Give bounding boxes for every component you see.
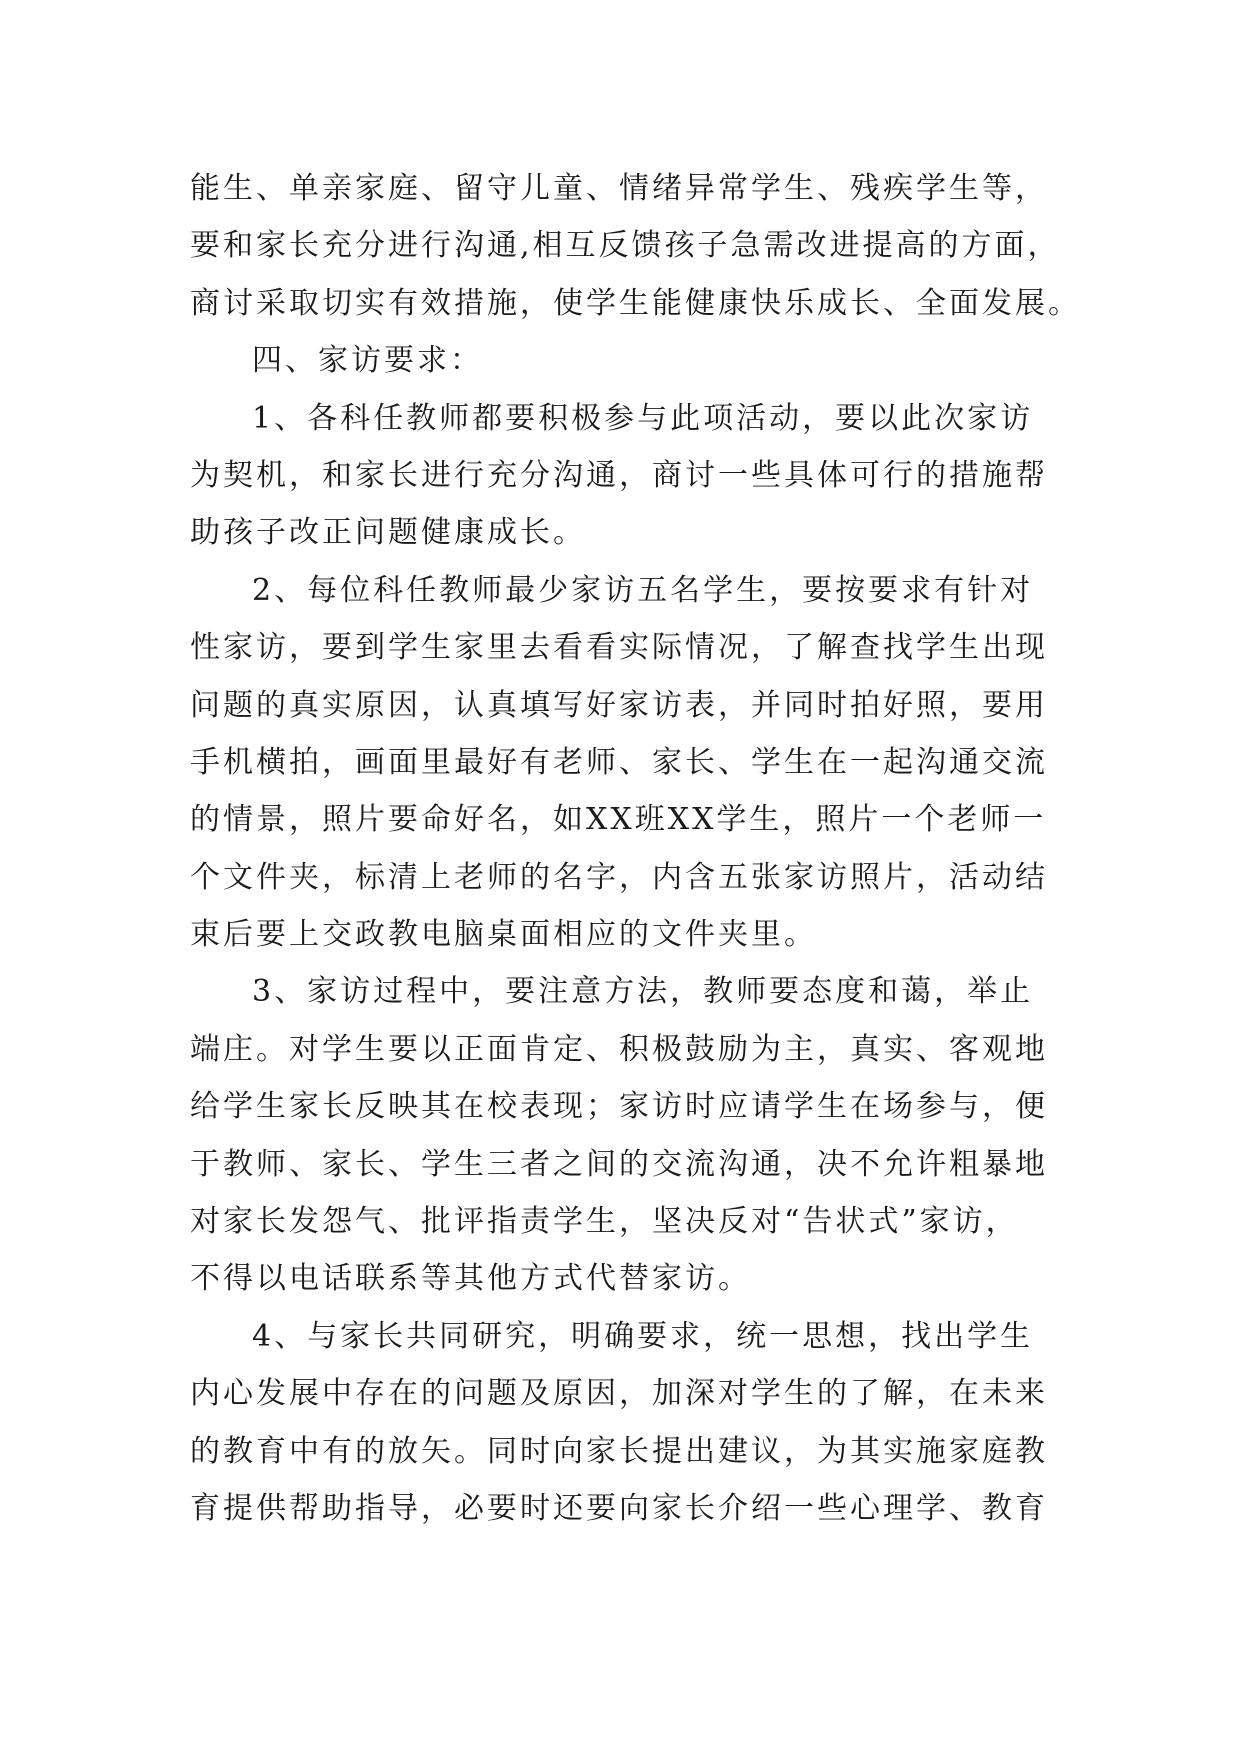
text-line: 育提供帮助指导，必要时还要向家长介绍一些心理学、教育 xyxy=(190,1490,1048,1526)
text-line: 不得以电话联系等其他方式代替家访。 xyxy=(190,1261,751,1297)
text-line: 内心发展中存在的问题及原因，加深对学生的了解，在未来 xyxy=(190,1376,1048,1412)
text-line: 对家长发怨气、批评指责学生，坚决反对“告状式”家访， xyxy=(190,1204,1019,1240)
text-line: 手机横拍，画面里最好有老师、家长、学生在一起沟通交流 xyxy=(190,744,1048,780)
text-line: 四、家访要求： xyxy=(252,343,483,379)
text-line: 于教师、家长、学生三者之间的交流沟通，决不允许粗暴地 xyxy=(190,1146,1048,1182)
text-line: 商讨采取切实有效措施，使学生能健康快乐成长、全面发展。 xyxy=(190,285,1081,321)
text-line: 端庄。对学生要以正面肯定、积极鼓励为主，真实、客观地 xyxy=(190,1031,1048,1067)
text-line: 给学生家长反映其在校表现；家访时应请学生在场参与，便 xyxy=(190,1089,1048,1125)
text-line: 2、每位科任教师最少家访五名学生，要按要求有针对 xyxy=(252,572,1034,608)
text-line: 4、与家长共同研究，明确要求，统一思想，找出学生 xyxy=(252,1318,1034,1354)
text-line: 1、各科任教师都要积极参与此项活动，要以此次家访 xyxy=(252,400,1034,436)
text-line: 问题的真实原因，认真填写好家访表，并同时拍好照，要用 xyxy=(190,687,1048,723)
text-line: 的情景，照片要命好名，如XX班XX学生，照片一个老师一 xyxy=(190,802,1047,838)
text-line: 个文件夹，标清上老师的名字，内含五张家访照片，活动结 xyxy=(190,859,1048,895)
text-line: 助孩子改正问题健康成长。 xyxy=(190,515,586,551)
text-line: 能生、单亲家庭、留守儿童、情绪异常学生、残疾学生等， xyxy=(190,171,1048,206)
text-line: 性家访，要到学生家里去看看实际情况，了解查找学生出现 xyxy=(190,630,1048,666)
text-line: 为契机，和家长进行充分沟通，商讨一些具体可行的措施帮 xyxy=(190,457,1048,493)
text-line: 束后要上交政教电脑桌面相应的文件夹里。 xyxy=(190,917,817,953)
text-line: 的教育中有的放矢。同时向家长提出建议，为其实施家庭教 xyxy=(190,1433,1048,1469)
text-line: 3、家访过程中，要注意方法，教师要态度和蔼，举止 xyxy=(252,974,1034,1010)
text-line: 要和家长充分进行沟通,相互反馈孩子急需改进提高的方面， xyxy=(190,228,1061,264)
document-body xyxy=(190,160,1090,1537)
